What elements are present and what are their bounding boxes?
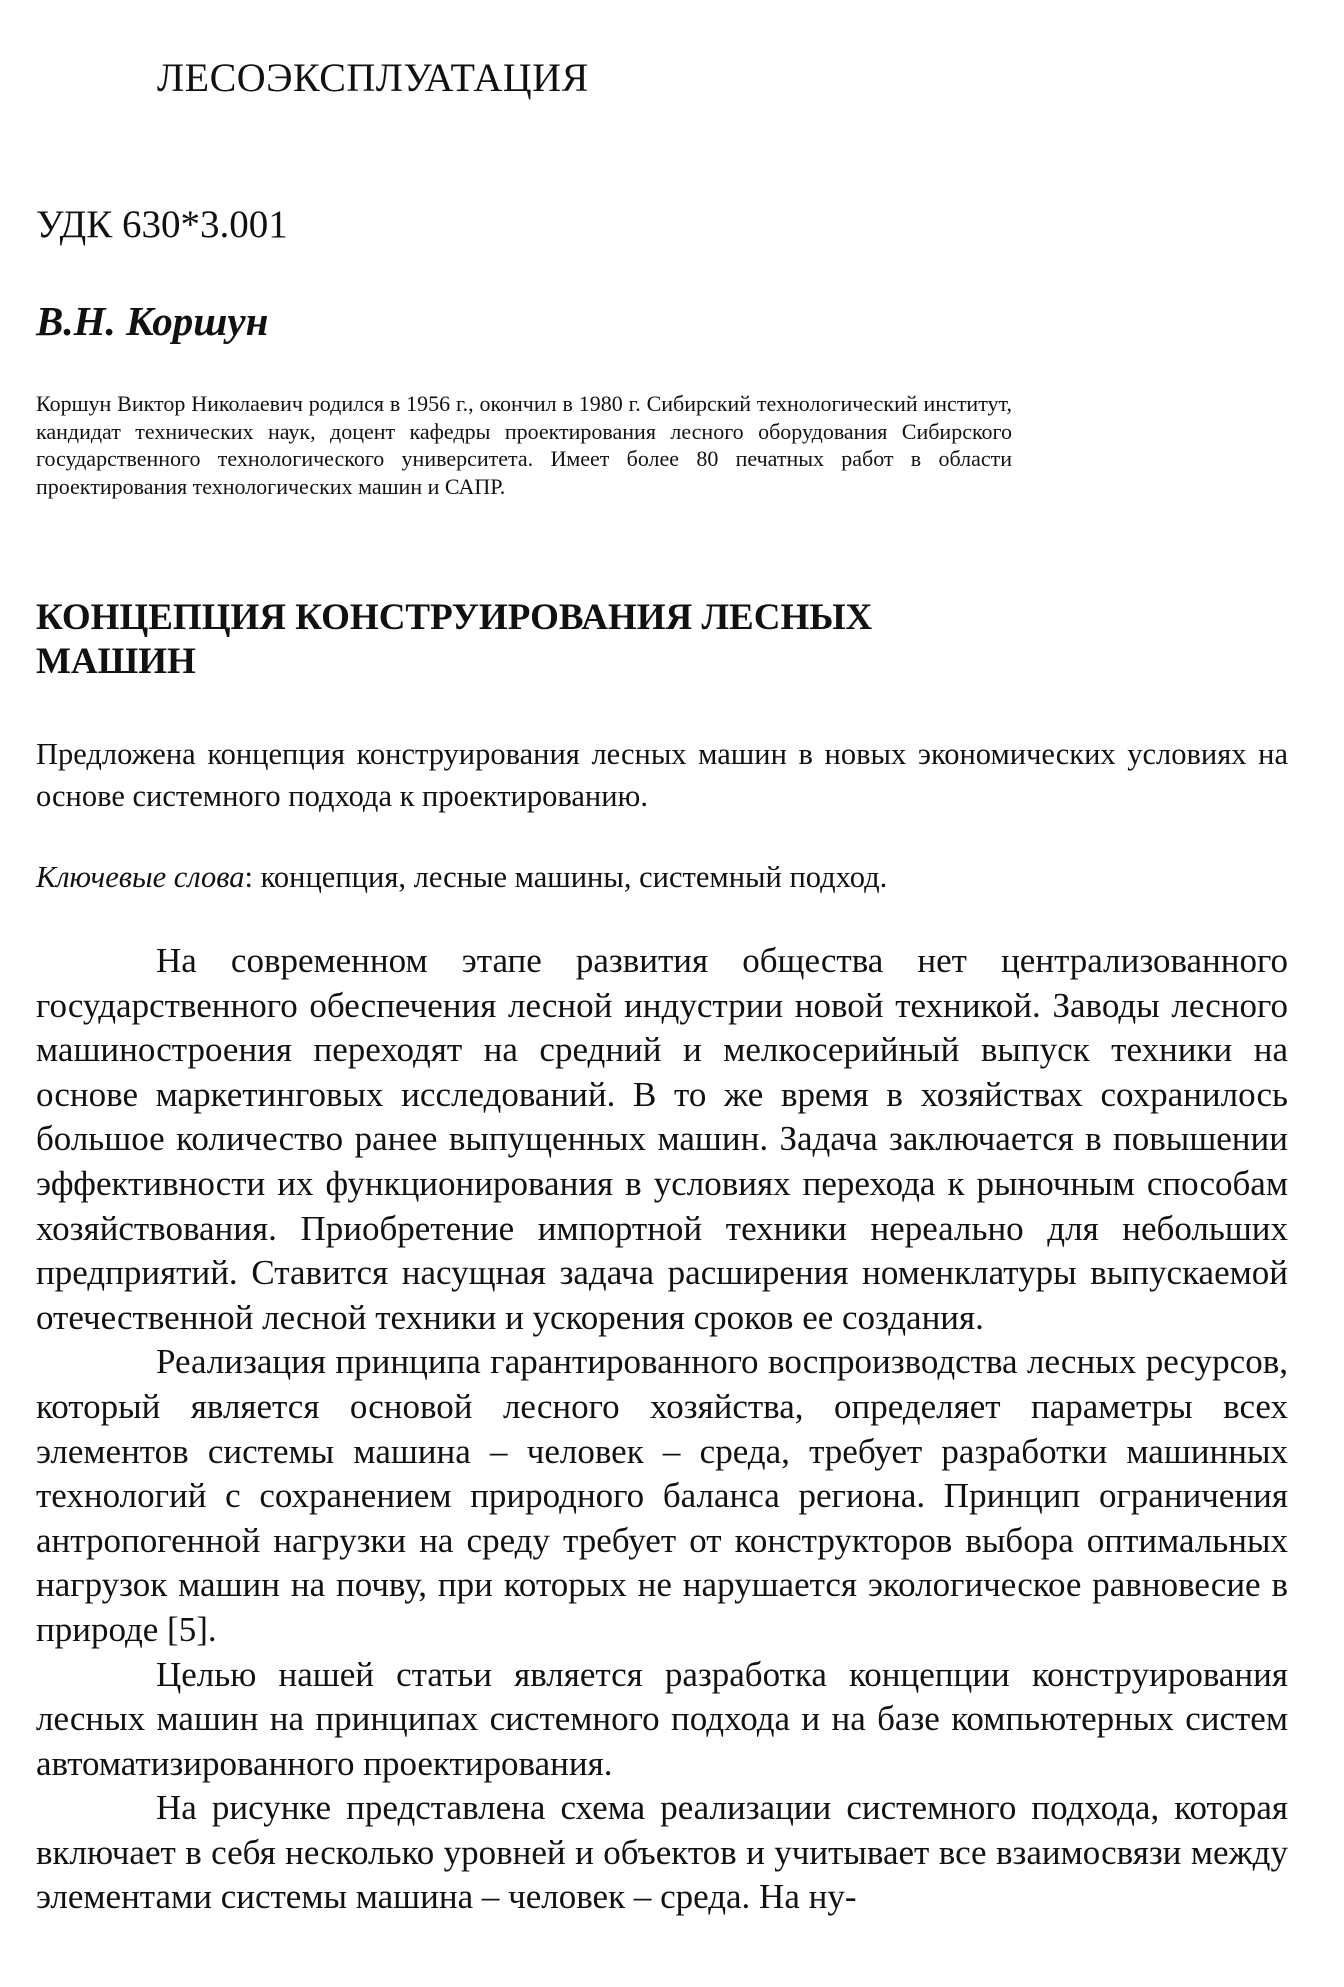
body-paragraph: Реализация принципа гарантированного воспроизводства лесных ресурсов, который является основой лесного хозяйства, определяет параметры всех элементов системы машина – человек – среда, требует разработки машинных технологий с сохранением природного баланса региона. Принцип ограничения антропогенной нагрузки на среду требует от конструкторов выбора оптимальных нагрузок машин на почву, при которых не нарушается экологическое равновесие в природе [5]. — [36, 1342, 1288, 1649]
article-title-line-2: МАШИН — [36, 641, 196, 682]
abstract: Предложена концепция конструирования лесных машин в новых экономических условиях на основе системного подхода к проектированию. — [36, 737, 1288, 813]
author-bio: Коршун Виктор Николаевич родился в 1956 г., окончил в 1980 г. Сибирский технологический институт, кандидат технических наук, доцент кафедры проектирования лесного оборудования Сибирского государственного технологического университета. Имеет более 80 печатных работ в области проектирования технологических машин и САПР. — [36, 391, 1012, 499]
article-body — [36, 939, 1288, 1920]
keywords-label: Ключевые слова — [36, 860, 245, 894]
body-paragraph: Целью нашей статьи является разработка концепции конструирования лесных машин на принципах системного подхода и на базе компьютерных систем автоматизированного проектирования. — [36, 1654, 1288, 1783]
journal-section-heading: ЛЕСОЭКСПЛУАТАЦИЯ — [157, 55, 589, 100]
article-title-line-1: КОНЦЕПЦИЯ КОНСТРУИРОВАНИЯ ЛЕСНЫХ — [36, 597, 873, 638]
body-paragraph: На современном этапе развития общества нет централизованного государственного обеспечения лесной индустрии новой техникой. Заводы лесного машиностроения переходят на средний и мелкосерийный выпуск техники на основе маркетинговых исследований. В то же время в хозяйствах сохранилось большое количество ранее выпущенных машин. Задача заключается в повышении эффективности их функционирования в условиях перехода к рыночным способам хозяйствования. Приобретение импортной техники нереально для небольших предприятий. Ставится насущная задача расширения номенклатуры выпускаемой отечественной лесной техники и ускорения сроков ее создания. — [36, 941, 1288, 1337]
body-paragraph: На рисунке представлена схема реализации системного подхода, которая включает в себя несколько уровней и объектов и учитывает все взаимосвязи между элементами системы машина – человек – среда. На ну- — [36, 1788, 1288, 1917]
article-title — [36, 596, 1036, 684]
author-name: В.Н. Коршун — [36, 298, 269, 344]
udk-code: УДК 630*3.001 — [36, 203, 288, 246]
keywords — [36, 857, 1288, 897]
keywords-text: : концепция, лесные машины, системный подход. — [244, 860, 888, 894]
